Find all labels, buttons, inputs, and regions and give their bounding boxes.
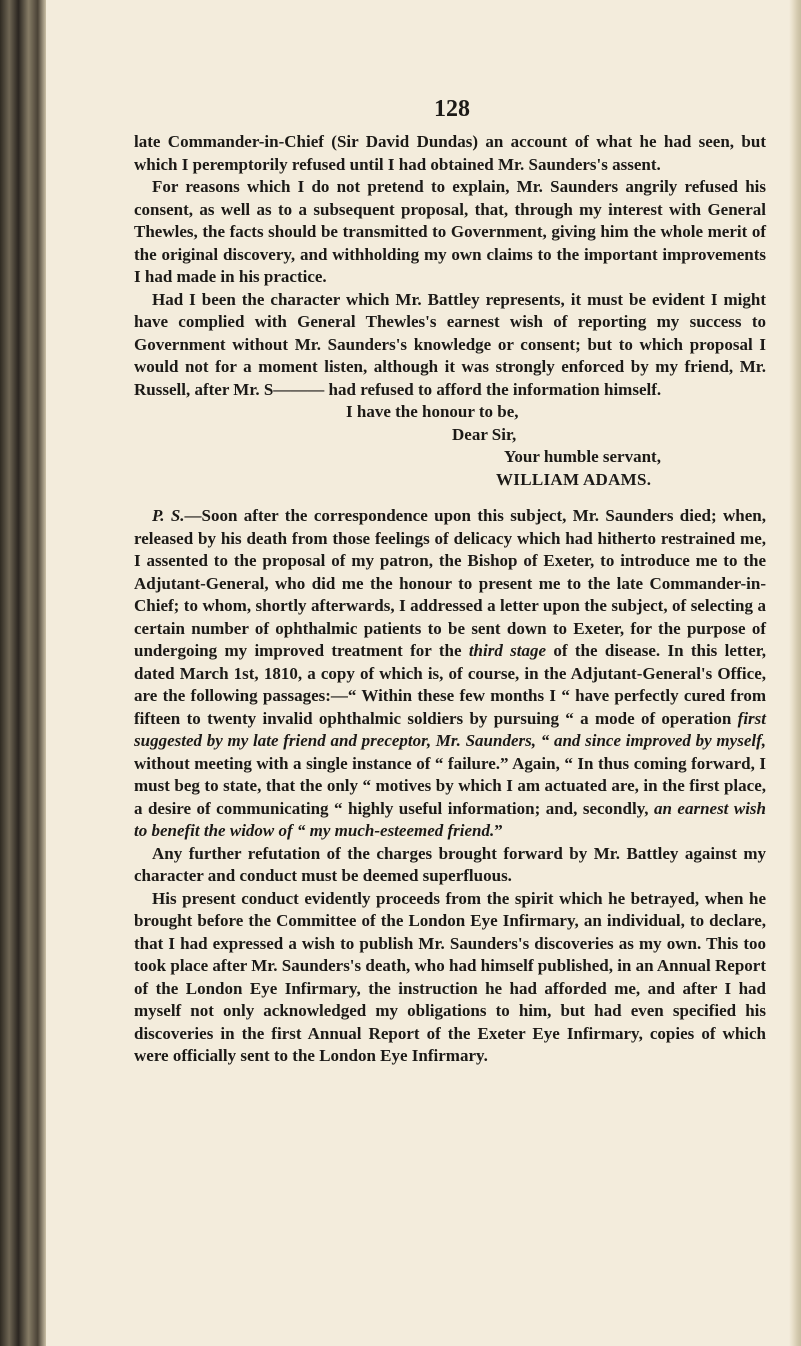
paragraph-conduct: His present conduct evidently proceeds from the spirit which he betrayed, when he brought before the Committee of the London Eye Infirmary, an individual, to declare, that I had expressed a wish to publish Mr. Saunders's discoveries as my own. This too took place after Mr. Saunders's death, who had himself published, in an Annual Report of the London Eye Infirmary, the instruction he had afforded me, and after I had myself not only acknowledged my obligations to him, but had even specified his discoveries in the first Annual Report of the Exeter Eye Infirmary, copies of which were officially sent to the London Eye Infirmary.	[134, 888, 766, 1065]
book-page	[134, 96, 766, 1068]
closing-line-servant: Your humble servant,	[504, 447, 661, 466]
paragraph-refutation: Any further refutation of the charges brought forward by Mr. Battley against my character and conduct must be deemed superfluous.	[134, 843, 766, 885]
closing-line-salutation: Dear Sir,	[452, 424, 517, 444]
postscript-italic-2: an earnest wish to benefit the widow of “ my much-esteemed friend.	[134, 798, 766, 840]
postscript-text-end: ”	[494, 821, 503, 840]
signature: WILLIAM ADAMS.	[496, 469, 652, 489]
closing-line-honour: I have the honour to be,	[346, 402, 519, 421]
book-binding-edge	[0, 0, 46, 1346]
paragraph-refusal: For reasons which I do not pretend to explain, Mr. Saunders angrily refused his consent, as well as to a subsequent proposal, that, through my interest with General Thewles, the facts should be transmitted to Government, giving him the whole merit of the original discovery, and withholding my own claims to the important improvements I had made in his practice.	[134, 177, 766, 286]
postscript-text-3: without meeting with a single instance of “ failure.” Again, “ In thus coming forward, I must beg to state, that the only “ motives by which I am actuated are, in the first place, a desire of communicating “ highly useful information; and, secondly,	[134, 753, 766, 818]
postscript-text-1: —Soon after the correspondence upon this subject, Mr. Saunders died; when, released by his death from those feelings of delicacy which had hitherto restrained me, I assented to the proposal of my patron, the Bishop of Exeter, to introduce me to the Adjutant-General, who did me the honour to present me to the late Commander-in-Chief; to whom, shortly afterwards, I addressed a letter upon the subject, of selecting a certain number of ophthalmic patients to be sent down to Exeter, for the purpose of undergoing my improved treatment for the	[134, 506, 766, 660]
postscript-text-2: of the disease. In this letter, dated March 1st, 1810, a copy of which is, of course, in the Adjutant-General's Office, are the following passages:—“ Within these few months I “ have perfectly cured from fifteen to twenty invalid ophthalmic soldiers by pursuing “ a mode of operation	[134, 641, 766, 728]
postscript-italic-1: first suggested by my late friend and preceptor, Mr. Saunders, “ and since improved by myself,	[134, 708, 766, 750]
postscript-paragraph	[134, 505, 766, 843]
page-fore-edge	[789, 0, 801, 1346]
page-number: 128	[434, 96, 470, 122]
postscript-label: P. S.	[152, 506, 185, 525]
paragraph-continued: late Commander-in-Chief (Sir David Dundas) an account of what he had seen, but which I peremptorily refused until I had obtained Mr. Saunders's assent.	[134, 132, 766, 174]
postscript-third-stage: third stage	[468, 641, 547, 660]
paragraph-character: Had I been the character which Mr. Battley represents, it must be evident I might have complied with General Thewles's earnest wish of reporting my success to Government without Mr. Saunders's knowledge or consent; but to which proposal I would not for a moment listen, although it was strongly enforced by my friend, Mr. Russell, after Mr. S——— had refused to afford the information himself.	[134, 289, 766, 399]
